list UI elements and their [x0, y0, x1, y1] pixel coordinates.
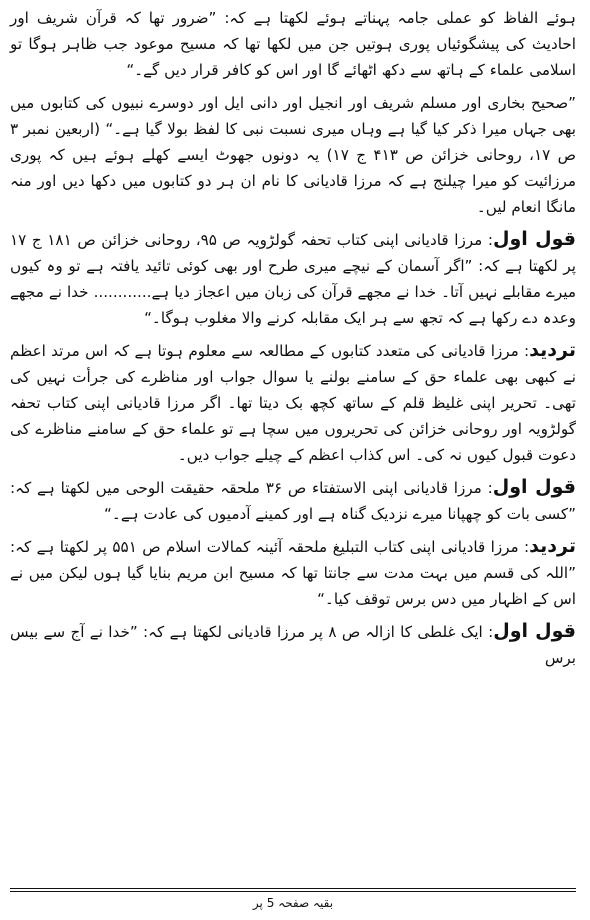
- paragraph-2: [10, 89, 576, 220]
- paragraph-1-text: ہوئے الفاظ کو عملی جامہ پہناتے ہوئے لکھتا ہے کہ: ”ضرور تھا کہ قرآن شریف اور احادیث کی پیشگوئیاں پوری ہوتیں جن میں لکھا تھا کہ مسیح موعود جب ظاہر ہوگا تو اسلامی علماء کے ہاتھ سے دکھ اٹھائے گا اور اس کو کافر قرار دیں گے۔“: [10, 9, 576, 79]
- paragraph-1: [10, 4, 576, 83]
- paragraph-7-text: : ایک غلطی کا ازالہ ص ۸ پر مرزا قادیانی لکھتا ہے کہ: ”خدا نے آج سے بیس برس: [10, 623, 576, 667]
- paragraph-6-text: : مرزا قادیانی اپنی کتاب التبلیغ ملحقہ آئینہ کمالات اسلام ص ۵۵۱ پر لکھتا ہے کہ: ”اللہ کی قسم میں بہت مدت سے جانتا تھا کہ مسیح ابن مریم بنایا گیا ہوں لیکن میں نے اس کے اظہار میں دس برس توقف کیا۔“: [10, 538, 576, 608]
- paragraph-2-text: ”صحیح بخاری اور مسلم شریف اور انجیل اور دانی ایل اور دوسرے نبیوں کی کتابوں میں بھی جہاں میرا ذکر کیا گیا ہے وہاں میری نسبت نبی کا لفظ بولا گیا ہے۔“ (اربعین نمبر ۳ ص ۱۷، روحانی خزائن ص ۴۱۳ ج ۱۷) یہ دونوں جھوٹ ایسے کھلے ہوئے ہیں کہ پوری مرزائیت کو میرا چیلنج ہے کہ مرزا قادیانی کا نام ان ہر دو کتابوں میں دکھا دیں اور منہ مانگا انعام لیں۔: [10, 94, 577, 216]
- paragraph-5-text: : مرزا قادیانی اپنی الاستفتاء ص ۳۶ ملحقہ حقیقت الوحی میں لکھتا ہے کہ: ”کسی بات کو چھپانا میرے نزدیک گناہ ہے اور کمینے آدمیوں کی عادت ہے۔“: [10, 479, 576, 523]
- page-footer: [10, 888, 576, 912]
- paragraph-5: [10, 474, 576, 527]
- paragraph-3-lead: قول اول: [493, 228, 576, 250]
- paragraph-4-lead: تردید: [529, 339, 576, 361]
- paragraph-4-text: : مرزا قادیانی کی متعدد کتابوں کے مطالعہ سے معلوم ہوتا ہے کہ اس مرتد اعظم نے کبھی بھی علماء حق کے سامنے بولنے یا سوال جواب اور مناظرے کی جرأت نہیں کی تھی۔ تحریر اپنی غلیظ قلم کے ساتھ کچھ بک دیتا تھا۔ اگر مرزا قادیانی اپنی کتاب تحفہ گولڑویہ اور روحانی خزائن کی تحریروں میں سچا ہے تو علماء حق کے سامنے مناظرے کی دعوت قبول کیوں نہ کی۔ اس کذاب اعظم کے چیلے جواب دیں۔: [10, 342, 576, 464]
- paragraph-7-lead: قول اول: [493, 620, 576, 642]
- footer-rule-bottom: [10, 891, 576, 892]
- paragraph-3-text: : مرزا قادیانی اپنی کتاب تحفہ گولڑویہ ص ۹۵، روحانی خزائن ص ۱۸۱ ج ۱۷ پر لکھتا ہے کہ: ”اگر آسمان کے نیچے میری طرح اور بھی کوئی تائید یافتہ ہے تو وہ کیوں میرے مقابلے نہیں آتا۔ خدا نے مجھے قرآن کی زبان میں اعجاز دیا ہے............ خدا نے مجھے وعدہ دے رکھا ہے کہ تجھ سے ہر ایک مقابلہ کرنے والا مغلوب ہوگا۔“: [10, 231, 576, 327]
- paragraph-5-lead: قول اول: [492, 476, 576, 498]
- continuation-note: بقیہ صفحہ 5 پر: [252, 896, 334, 910]
- paragraph-6: [10, 533, 576, 612]
- paragraph-4: [10, 337, 576, 468]
- paragraph-6-lead: تردید: [529, 535, 576, 557]
- paragraph-3: [10, 226, 576, 331]
- paragraph-7: [10, 618, 576, 671]
- footer-rule-top: [10, 888, 576, 889]
